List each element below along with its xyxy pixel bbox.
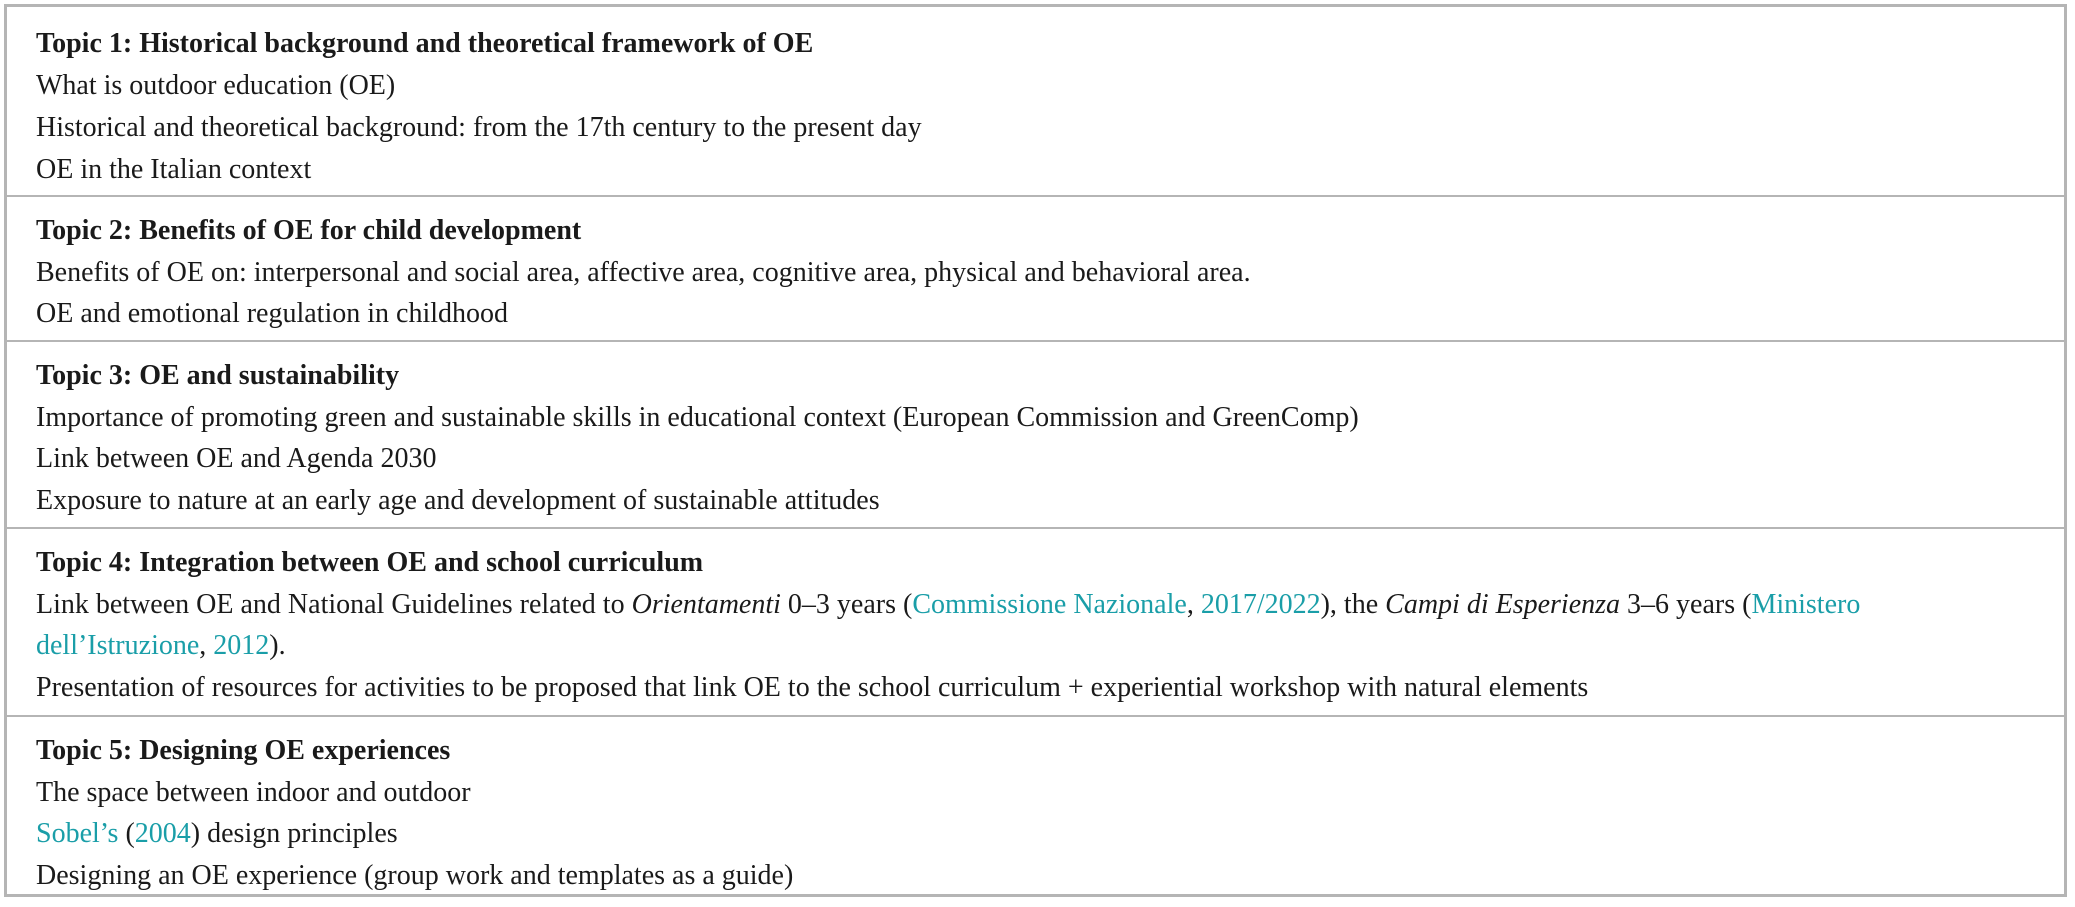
topic-1-item-3: OE in the Italian context xyxy=(36,154,312,185)
topic-5-item-1: The space between indoor and outdoor xyxy=(36,777,471,808)
citation-link-ministero-cont[interactable]: dell’Istruzione xyxy=(36,630,200,661)
italic-term: Campi di Esperienza xyxy=(1385,589,1621,620)
topic-1-section xyxy=(7,7,2064,197)
citation-link-ministero[interactable]: Ministero xyxy=(1751,589,1861,620)
topic-3-item-1: Importance of promoting green and sustainable skills in educational context (European Commission and GreenComp) xyxy=(36,402,1359,433)
topic-4-item-1-line-1 xyxy=(36,584,1860,626)
citation-link-sobel[interactable]: Sobel’s xyxy=(36,818,119,849)
topic-5-title: Topic 5: Designing OE experiences xyxy=(36,735,451,766)
text: ). xyxy=(269,630,286,661)
topic-3-title: Topic 3: OE and sustainability xyxy=(36,360,400,391)
topic-2-item-2: OE and emotional regulation in childhood xyxy=(36,298,509,329)
topic-2-item-1: Benefits of OE on: interpersonal and social area, affective area, cognitive area, physical and behavioral area. xyxy=(36,257,1251,288)
italic-term: Orientamenti xyxy=(631,589,781,620)
text: ), the xyxy=(1320,589,1386,620)
topic-3-section xyxy=(7,342,2064,529)
text: ( xyxy=(118,818,135,849)
topic-1-item-1: What is outdoor education (OE) xyxy=(36,70,396,101)
topic-1-item-2: Historical and theoretical background: from the 17th century to the present day xyxy=(36,112,922,143)
text: , xyxy=(1186,589,1201,620)
topic-1-title: Topic 1: Historical background and theoretical framework of OE xyxy=(36,28,814,59)
topic-2-section xyxy=(7,197,2064,342)
topic-4-title: Topic 4: Integration between OE and school curriculum xyxy=(36,547,704,578)
topic-4-item-2: Presentation of resources for activities to be proposed that link OE to the school curriculum + experiential workshop with natural elements xyxy=(36,672,1589,703)
topic-3-item-3: Exposure to nature at an early age and development of sustainable attitudes xyxy=(36,485,880,516)
topic-3-item-2: Link between OE and Agenda 2030 xyxy=(36,443,437,474)
citation-link-2004[interactable]: 2004 xyxy=(134,818,191,849)
text: 0–3 years ( xyxy=(780,589,913,620)
citation-link-2012[interactable]: 2012 xyxy=(213,630,270,661)
text: Link between OE and National Guidelines related to xyxy=(36,589,632,620)
topic-4-item-1-line-2 xyxy=(36,625,286,667)
topic-2-title: Topic 2: Benefits of OE for child development xyxy=(36,215,582,246)
text: ) design principles xyxy=(190,818,398,849)
text: , xyxy=(199,630,214,661)
citation-link-2017-2022[interactable]: 2017/2022 xyxy=(1200,589,1321,620)
topics-table xyxy=(4,4,2067,897)
topic-4-section xyxy=(7,529,2064,717)
topic-5-section xyxy=(7,717,2064,897)
citation-link-commissione[interactable]: Commissione Nazionale xyxy=(912,589,1187,620)
topic-5-item-2 xyxy=(36,813,398,855)
text: 3–6 years ( xyxy=(1620,589,1752,620)
topic-5-item-3: Designing an OE experience (group work and templates as a guide) xyxy=(36,860,794,891)
